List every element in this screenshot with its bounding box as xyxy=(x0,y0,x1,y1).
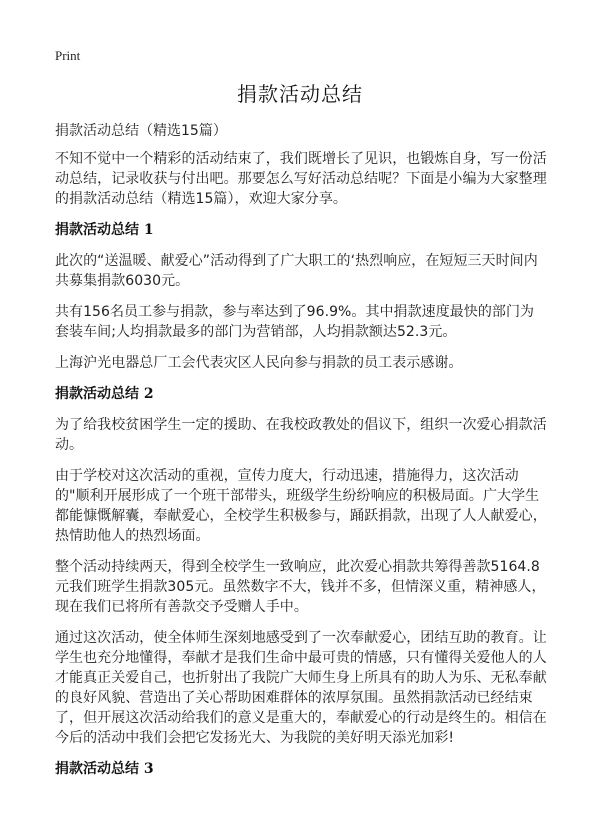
page-title: 捐款活动总结 xyxy=(237,82,363,106)
document-body xyxy=(55,149,547,790)
print-link[interactable]: Print xyxy=(55,48,81,63)
section-2-paragraph-3: 整个活动持续两天，得到全校学生一致响应，此次爱心捐款共筹得善款5164.8元我们班学生捐款305元。虽然数字不大，钱并不多，但情深义重，精神感人，现在我们已将所有善款交予受赠人手中。 xyxy=(55,559,546,615)
section-heading-3: 捐款活动总结 3 xyxy=(55,761,154,777)
section-2-paragraph-2: 由于学校对这次活动的重视，宣传力度大，行动迅速，措施得力，这次活动的"顺利开展形成了一个班干部带头，班级学生纷纷响应的积极局面。广大学生都能慷慨解囊，奉献爱心，全校学生积极参与，踊跃捐款，出现了人人献爱心，热情助他人的热烈场面。 xyxy=(55,468,547,544)
section-2-paragraph-1: 为了给我校贫困学生一定的援助、在我校政教处的倡议下，组织一次爱心捐款活动。 xyxy=(55,417,547,453)
section-heading-2: 捐款活动总结 2 xyxy=(55,386,154,402)
section-1-paragraph-1: 此次的“送温暖、献爱心”活动得到了广大职工的‘热烈响应，在短短三天时间内共募集捐款6030元。 xyxy=(55,253,538,289)
section-1-paragraph-3: 上海沪光电器总厂工会代表灾区人民向参与捐款的员工表示感谢。 xyxy=(55,355,463,371)
page-subtitle: 捐款活动总结（精选15篇） xyxy=(55,123,227,139)
section-1-paragraph-2: 共有156名员工参与捐款，参与率达到了96.9%。其中捐款速度最快的部门为套装车间;人均捐款最多的部门为营销部，人均捐款额达52.3元。 xyxy=(55,304,535,340)
section-2-paragraph-4: 通过这次活动，使全体师生深刻地感受到了一次奉献爱心，团结互助的教育。让学生也充分地懂得，奉献才是我们生命中最可贵的情感，只有懂得关爱他人的人才能真正关爱自己，也折射出了我院广大师生身上所具有的助人为乐、无私奉献的良好风貌、营造出了关心帮助困难群体的浓厚氛围。虽然捐款活动已经结束了，但开展这次活动给我们的意义是重大的，奉献爱心的行动是终生的。相信在今后的活动中我们会把它发扬光大、为我院的美好明天添光加彩! xyxy=(55,630,547,746)
section-heading-1: 捐款活动总结 1 xyxy=(55,222,154,238)
intro-paragraph: 不知不觉中一个精彩的活动结束了，我们既增长了见识，也锻炼自身，写一份活动总结，记录收获与付出吧。那要怎么写好活动总结呢？下面是小编为大家整理的捐款活动总结（精选15篇），欢迎大家分享。 xyxy=(55,151,547,207)
